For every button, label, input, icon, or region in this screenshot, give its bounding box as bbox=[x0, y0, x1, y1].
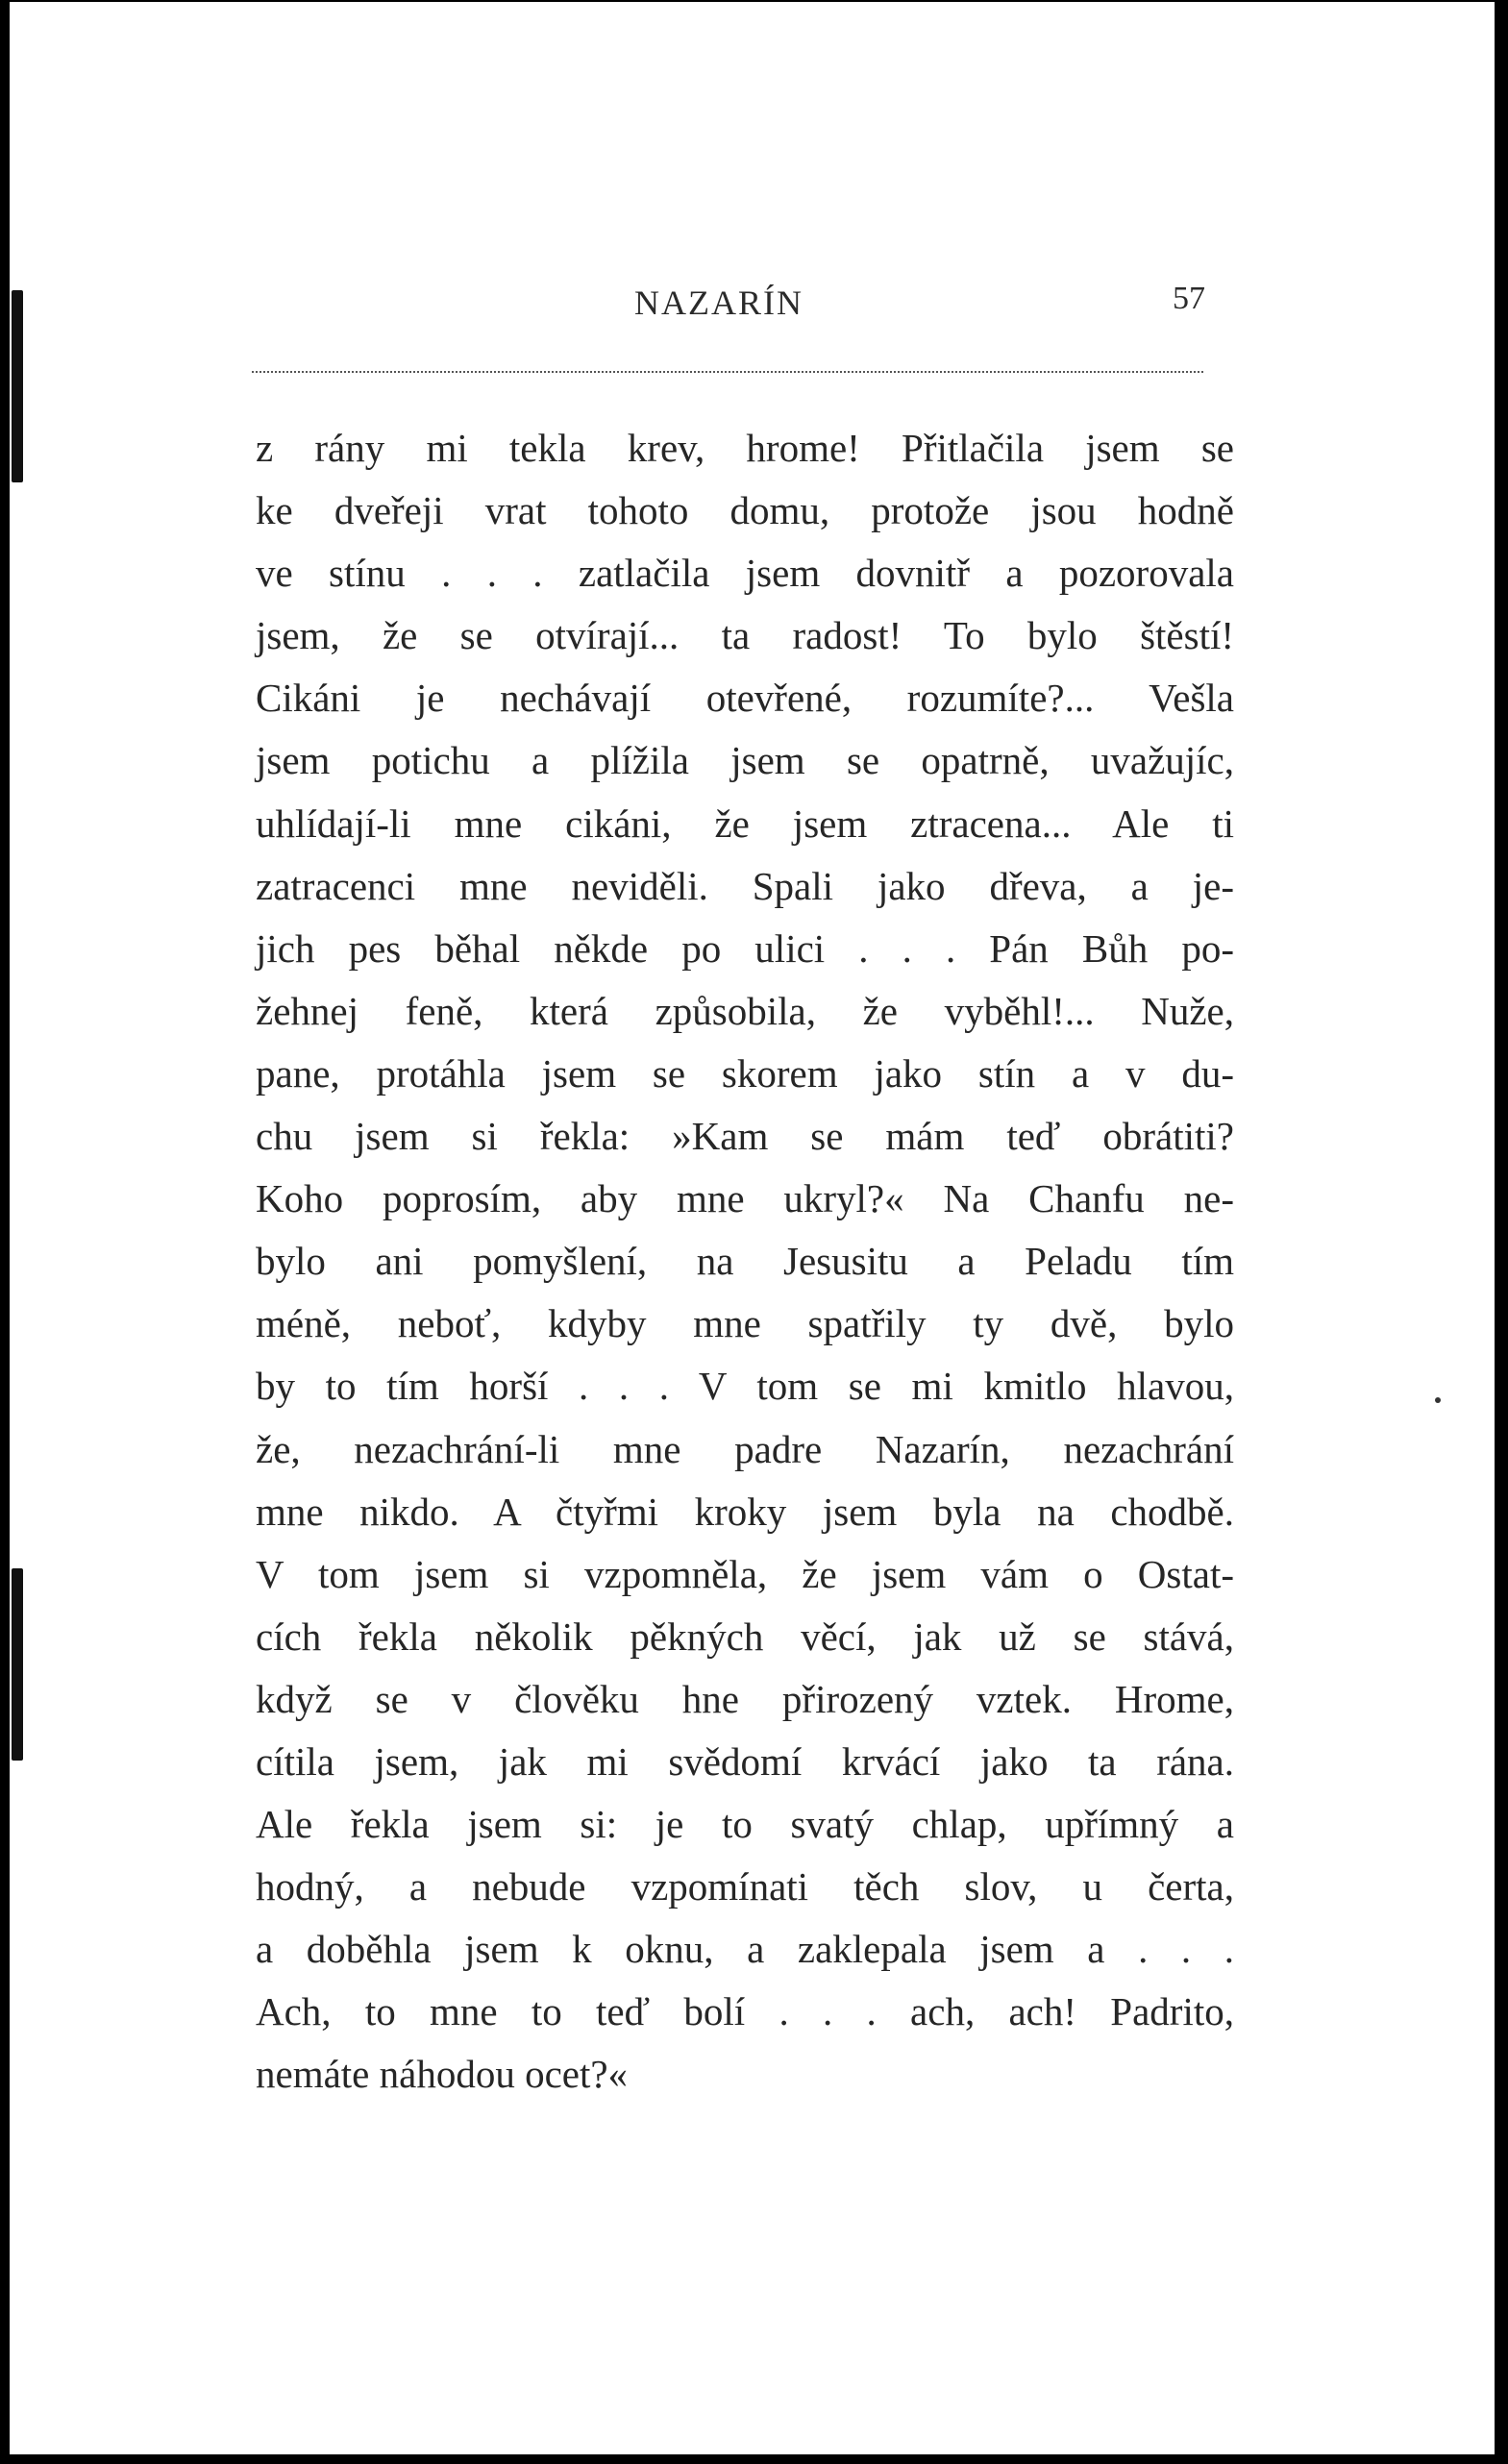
page-header bbox=[10, 2, 1495, 406]
text-line: Ale řekla jsem si: je to svatý chlap, upřímný a bbox=[256, 1802, 1234, 1847]
header-rule bbox=[252, 371, 1203, 373]
text-line: pane, protáhla jsem se skorem jako stín a v du- bbox=[256, 1050, 1234, 1096]
text-line: že, nezachrání-li mne padre Nazarín, nezachrání bbox=[256, 1426, 1234, 1471]
text-line: hodný, a nebude vzpomínati těch slov, u čerta, bbox=[256, 1864, 1234, 1910]
text-line: bylo ani pomyšlení, na Jesusitu a Peladu tím bbox=[256, 1239, 1234, 1284]
text-line: mne nikdo. A čtyřmi kroky jsem byla na chodbě. bbox=[256, 1489, 1234, 1534]
text-line: ke dveřeji vrat tohoto domu, protože jsou hodně bbox=[256, 488, 1234, 533]
book-page bbox=[10, 2, 1495, 2454]
text-line: chu jsem si řekla: »Kam se mám teď obrátiti? bbox=[256, 1114, 1234, 1159]
text-line: Koho poprosím, aby mne ukryl?« Na Chanfu ne- bbox=[256, 1176, 1234, 1221]
text-line: V tom jsem si vzpomněla, že jsem vám o Ostat- bbox=[256, 1551, 1234, 1596]
binding-mark-bottom bbox=[12, 1568, 23, 1761]
text-line: jich pes běhal někde po ulici . . . Pán Bůh po- bbox=[256, 925, 1234, 971]
text-line: jsem potichu a plížila jsem se opatrně, uvažujíc, bbox=[256, 738, 1234, 783]
text-line: Cikáni je nechávají otevřené, rozumíte?... Vešla bbox=[256, 676, 1234, 721]
text-line: by to tím horší . . . V tom se mi kmitlo hlavou, bbox=[256, 1364, 1234, 1409]
text-line: z rány mi tekla krev, hrome! Přitlačila jsem se bbox=[256, 426, 1234, 470]
print-speck bbox=[1435, 1397, 1441, 1403]
text-line: když se v člověku hne přirozený vztek. Hrome, bbox=[256, 1676, 1234, 1721]
text-line: jsem, že se otvírají... ta radost! To bylo štěstí! bbox=[256, 613, 1234, 658]
text-line: cítila jsem, jak mi svědomí krvácí jako ta rána. bbox=[256, 1738, 1234, 1784]
body-text bbox=[256, 417, 1234, 2107]
text-line: Ach, to mne to teď bolí . . . ach, ach! Padrito, bbox=[256, 1989, 1234, 2034]
text-line: ve stínu . . . zatlačila jsem dovnitř a pozorovala bbox=[256, 551, 1234, 596]
text-line: uhlídají-li mne cikáni, že jsem ztracena... Ale ti bbox=[256, 801, 1234, 846]
running-head: NAZARÍN bbox=[634, 283, 803, 322]
text-line: žehnej feně, která způsobila, že vyběhl!... Nuže, bbox=[256, 988, 1234, 1033]
text-line: cích řekla několik pěkných věcí, jak už se stává, bbox=[256, 1614, 1234, 1659]
page-number: 57 bbox=[1173, 281, 1205, 316]
text-line: nemáte náhodou ocet?« bbox=[256, 2052, 629, 2097]
text-line: zatracenci mne neviděli. Spali jako dřeva, a je- bbox=[256, 863, 1234, 908]
text-line: a doběhla jsem k oknu, a zaklepala jsem a . . . bbox=[256, 1927, 1234, 1972]
text-line: méně, neboť, kdyby mne spatřily ty dvě, bylo bbox=[256, 1301, 1234, 1346]
